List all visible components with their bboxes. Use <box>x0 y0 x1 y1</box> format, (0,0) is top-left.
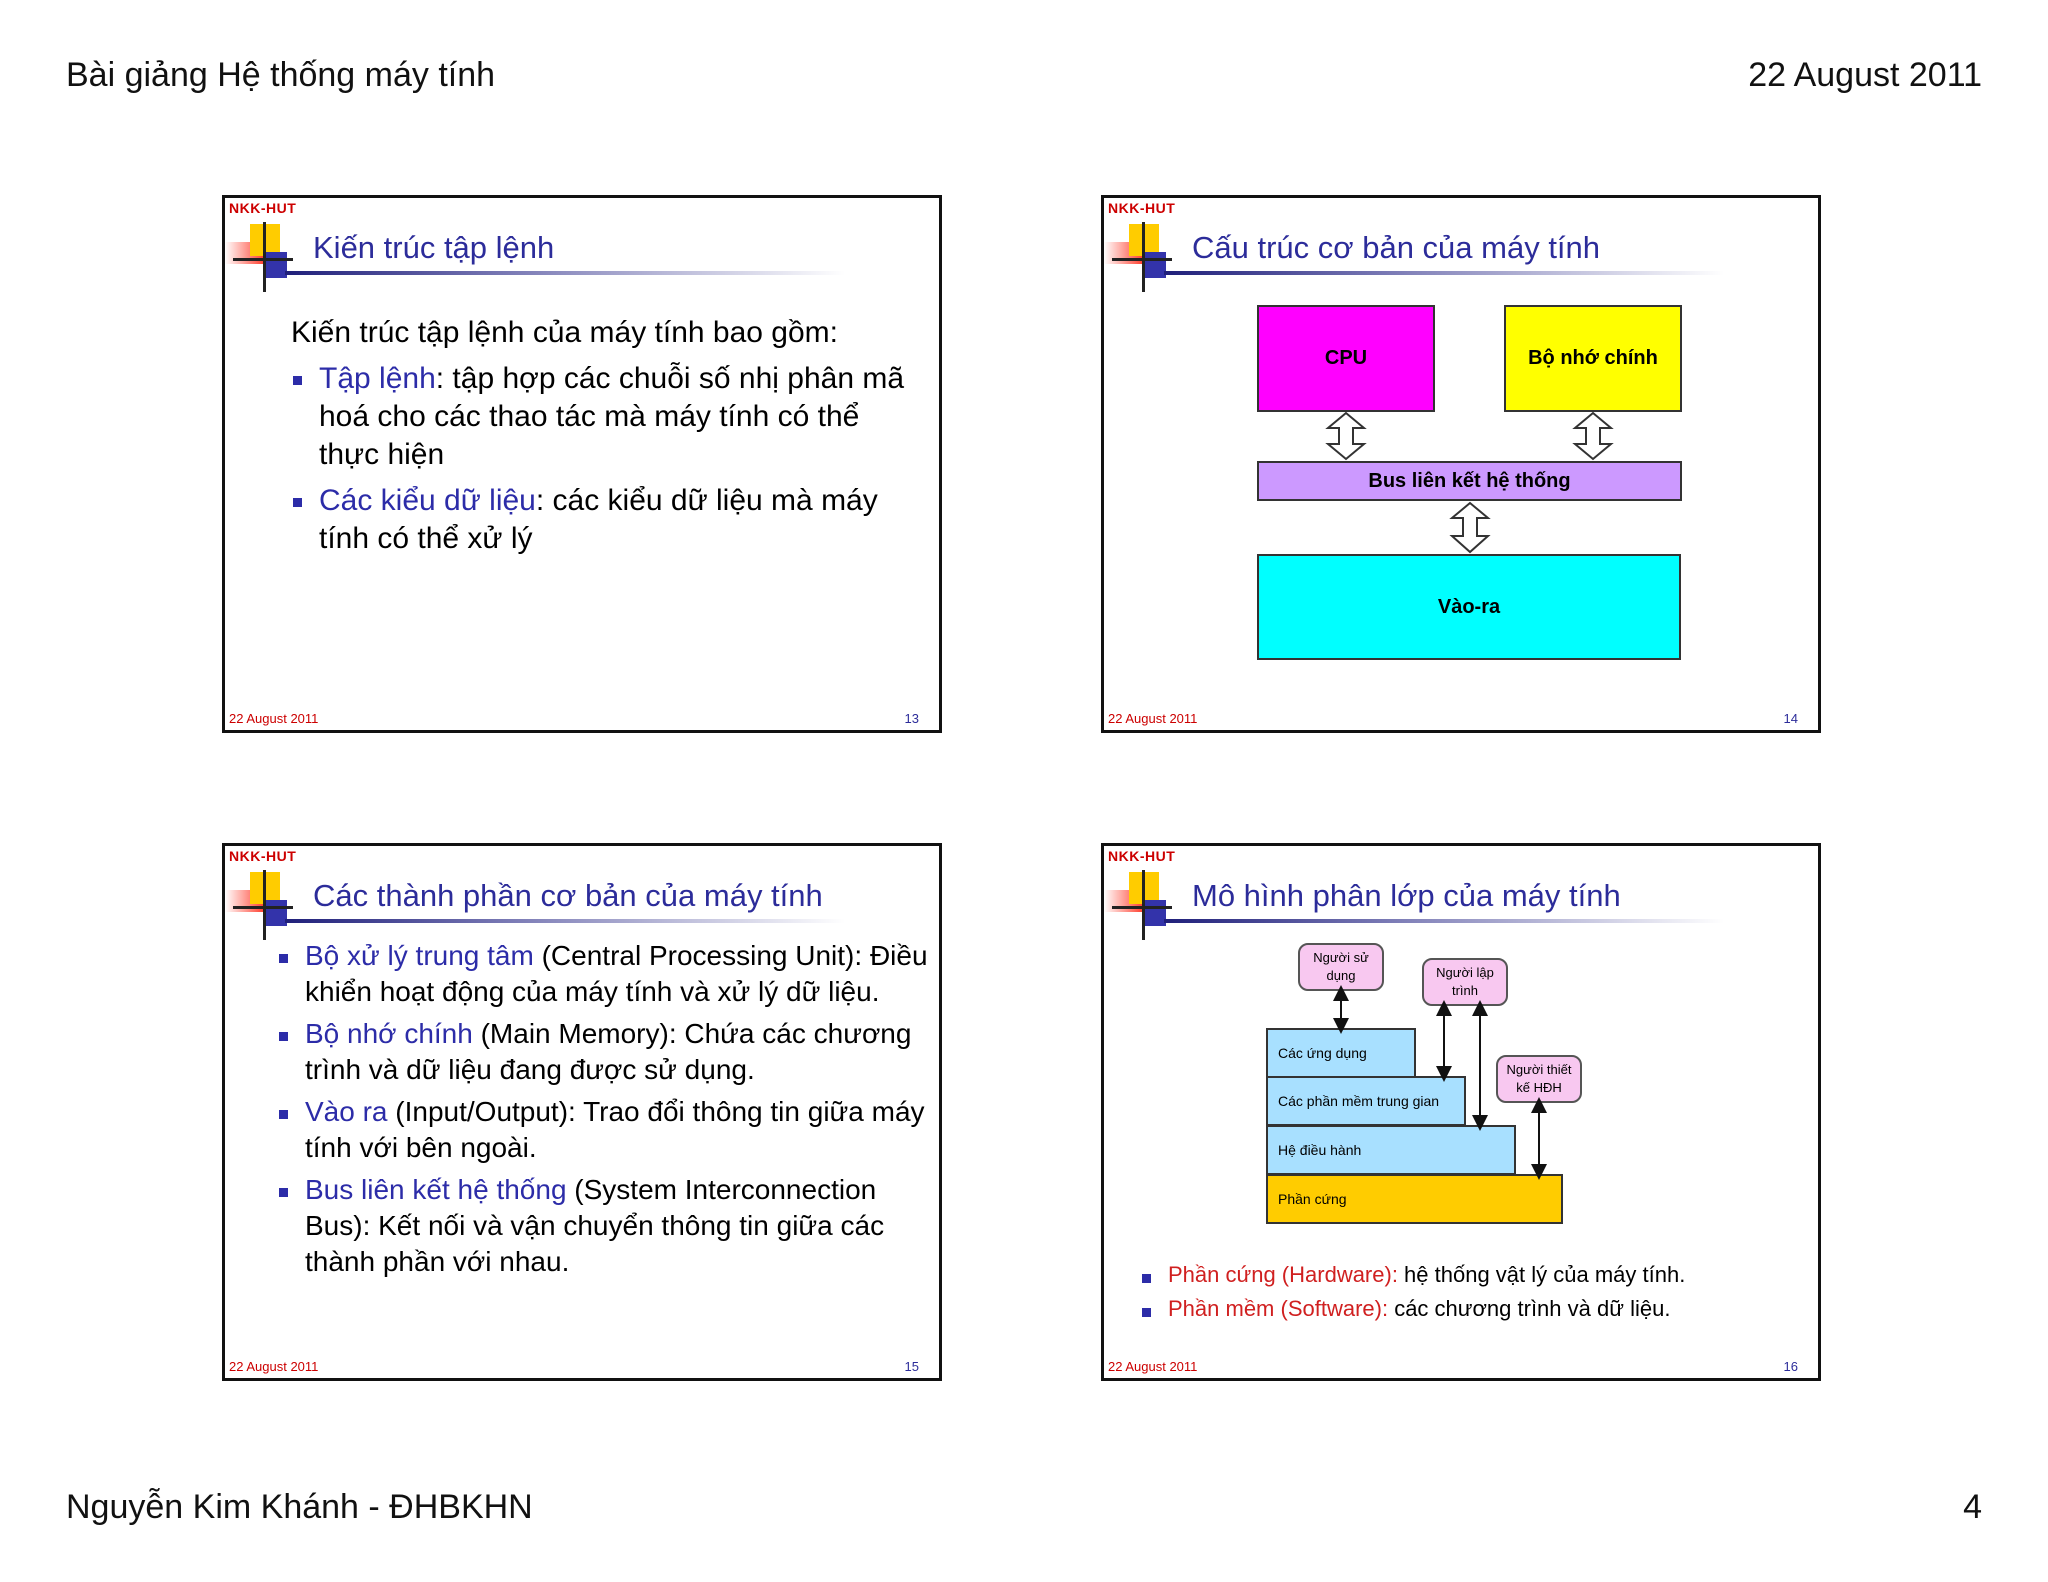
bullet-text: (Main Memory): Chứa các chương trình và dữ liệu đang được sử dụng. <box>305 1018 912 1085</box>
page-header-date: 22 August 2011 <box>1748 56 1982 94</box>
bullet-term: Bus liên kết hệ thống <box>305 1174 567 1205</box>
bullet-text: hệ thống vật lý của máy tính. <box>1397 1262 1686 1287</box>
bullet-text: (Input/Output): Trao đổi thông tin giữa máy tính với bên ngoài. <box>305 1096 925 1163</box>
slide-body <box>277 938 932 1280</box>
bullet-term: Vào ra <box>305 1096 388 1127</box>
brand-label: NKK-HUT <box>1108 200 1176 216</box>
bullet-term: Phần mềm (Software): <box>1168 1296 1389 1321</box>
bullet-term: Bộ nhớ chính <box>305 1018 473 1049</box>
slide-logo-icon <box>225 870 315 940</box>
layer-operating-system: Hệ điều hành <box>1266 1125 1516 1175</box>
slide-15 <box>222 843 942 1381</box>
slide-title: Cấu trúc cơ bản của máy tính <box>1192 230 1601 265</box>
bus-box: Bus liên kết hệ thống <box>1257 461 1682 501</box>
slide-date: 22 August 2011 <box>229 711 319 726</box>
slide-date: 22 August 2011 <box>1108 1359 1198 1374</box>
bullet-list <box>1140 1258 1800 1326</box>
actor-user: Người sử dụng <box>1298 943 1384 991</box>
slide-body <box>291 314 911 558</box>
page-footer-author: Nguyễn Kim Khánh - ĐHBKHN <box>66 1488 533 1526</box>
list-item <box>277 1172 932 1280</box>
intro-text: Kiến trúc tập lệnh của máy tính bao gồm: <box>291 316 838 349</box>
list-item <box>291 360 911 474</box>
brand-label: NKK-HUT <box>1108 848 1176 864</box>
page-header-title: Bài giảng Hệ thống máy tính <box>66 56 496 94</box>
title-underline <box>285 919 845 923</box>
slide-logo-icon <box>225 222 315 292</box>
bullet-text: các chương trình và dữ liệu. <box>1388 1296 1671 1321</box>
slide-16 <box>1101 843 1821 1381</box>
bullet-text: (Central Processing Unit): Điều khiển hoạt động của máy tính và xử lý dữ liệu. <box>305 940 928 1007</box>
slide-number: 13 <box>904 711 919 726</box>
slide-body <box>1140 1258 1800 1326</box>
slide-title: Kiến trúc tập lệnh <box>313 230 555 265</box>
list-item <box>291 482 911 558</box>
bullet-list <box>277 938 932 1280</box>
title-underline <box>285 271 845 275</box>
memory-bus-arrow-icon <box>1575 413 1611 459</box>
bidirectional-arrows <box>1104 198 1818 730</box>
slide-13 <box>222 195 942 733</box>
cpu-bus-arrow-icon <box>1328 413 1364 459</box>
actor-programmer: Người lập trình <box>1422 958 1508 1006</box>
list-item <box>277 1094 932 1166</box>
io-box: Vào-ra <box>1257 554 1681 660</box>
memory-box: Bộ nhớ chính <box>1504 305 1682 412</box>
slide-date: 22 August 2011 <box>229 1359 319 1374</box>
list-item <box>277 1016 932 1088</box>
bullet-text: : các kiểu dữ liệu mà máy tính có thể xử lý <box>319 484 878 555</box>
brand-label: NKK-HUT <box>229 200 297 216</box>
page-number: 4 <box>1963 1488 1982 1526</box>
bullet-list <box>291 360 911 558</box>
bullet-term: Bộ xử lý trung tâm <box>305 940 534 971</box>
slide-number: 15 <box>904 1359 919 1374</box>
cpu-box: CPU <box>1257 305 1435 412</box>
bullet-term: Các kiểu dữ liệu <box>319 484 536 517</box>
list-item <box>277 938 932 1010</box>
bus-io-arrow-icon <box>1452 503 1488 552</box>
brand-label: NKK-HUT <box>229 848 297 864</box>
list-item <box>1140 1258 1800 1292</box>
layer-hardware: Phần cứng <box>1266 1174 1563 1224</box>
slide-title: Mô hình phân lớp của máy tính <box>1192 878 1621 913</box>
list-item <box>1140 1292 1800 1326</box>
slide-14 <box>1101 195 1821 733</box>
bullet-term: Tập lệnh <box>319 362 436 395</box>
bullet-term: Phần cứng (Hardware): <box>1168 1262 1398 1287</box>
slide-date: 22 August 2011 <box>1108 711 1198 726</box>
bullet-text: : tập hợp các chuỗi số nhị phân mã hoá cho các thao tác mà máy tính có thể thực hiện <box>319 362 905 471</box>
slide-title: Các thành phần cơ bản của máy tính <box>313 878 823 913</box>
layer-applications: Các ứng dụng <box>1266 1028 1416 1078</box>
slide-number: 16 <box>1783 1359 1798 1374</box>
actor-os-designer: Người thiết kế HĐH <box>1496 1055 1582 1103</box>
slide-number: 14 <box>1783 711 1798 726</box>
layer-middleware: Các phần mềm trung gian <box>1266 1076 1466 1126</box>
bullet-text: (System Interconnection Bus): Kết nối và vận chuyển thông tin giữa các thành phần với nhau. <box>305 1174 885 1277</box>
